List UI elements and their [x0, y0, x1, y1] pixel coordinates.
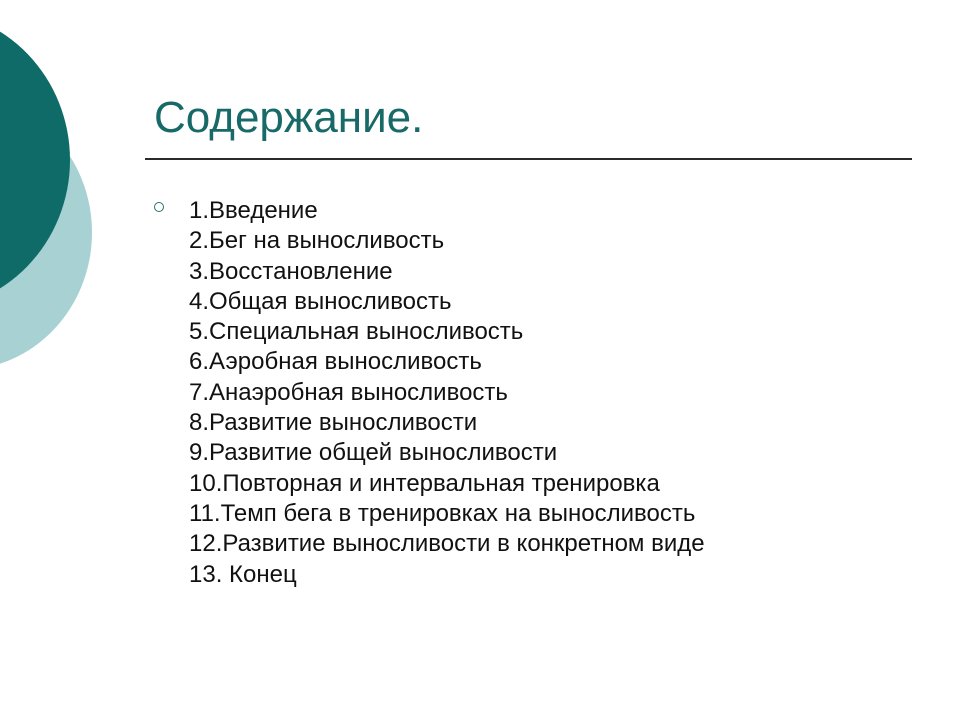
- list-item: 1.Введение: [189, 197, 318, 224]
- list-item: 6.Аэробная выносливость: [189, 348, 482, 376]
- contents-items: [154, 196, 914, 590]
- list-item: 5.Специальная выносливость: [189, 318, 524, 346]
- list-item: 10.Повторная и интервальная тренировка: [189, 469, 660, 497]
- list-item: 12.Развитие выносливости в конкретном виде: [189, 530, 705, 558]
- contents-list: [154, 196, 914, 590]
- title-divider: [145, 158, 912, 160]
- list-item: 9.Развитие общей выносливости: [189, 439, 558, 467]
- list-item: 7.Анаэробная выносливость: [189, 378, 508, 406]
- list-item: 2.Бег на выносливость: [189, 227, 445, 255]
- list-item: 8.Развитие выносливости: [189, 409, 478, 437]
- list-item: 11.Темп бега в тренировках на выносливость: [189, 499, 696, 527]
- hollow-circle-bullet-icon: [154, 202, 164, 212]
- list-item: 3.Восстановление: [189, 257, 393, 285]
- slide-title: Содержание.: [154, 93, 424, 142]
- list-item: 4.Общая выносливость: [189, 287, 452, 315]
- list-item: 13. Конец: [189, 560, 297, 588]
